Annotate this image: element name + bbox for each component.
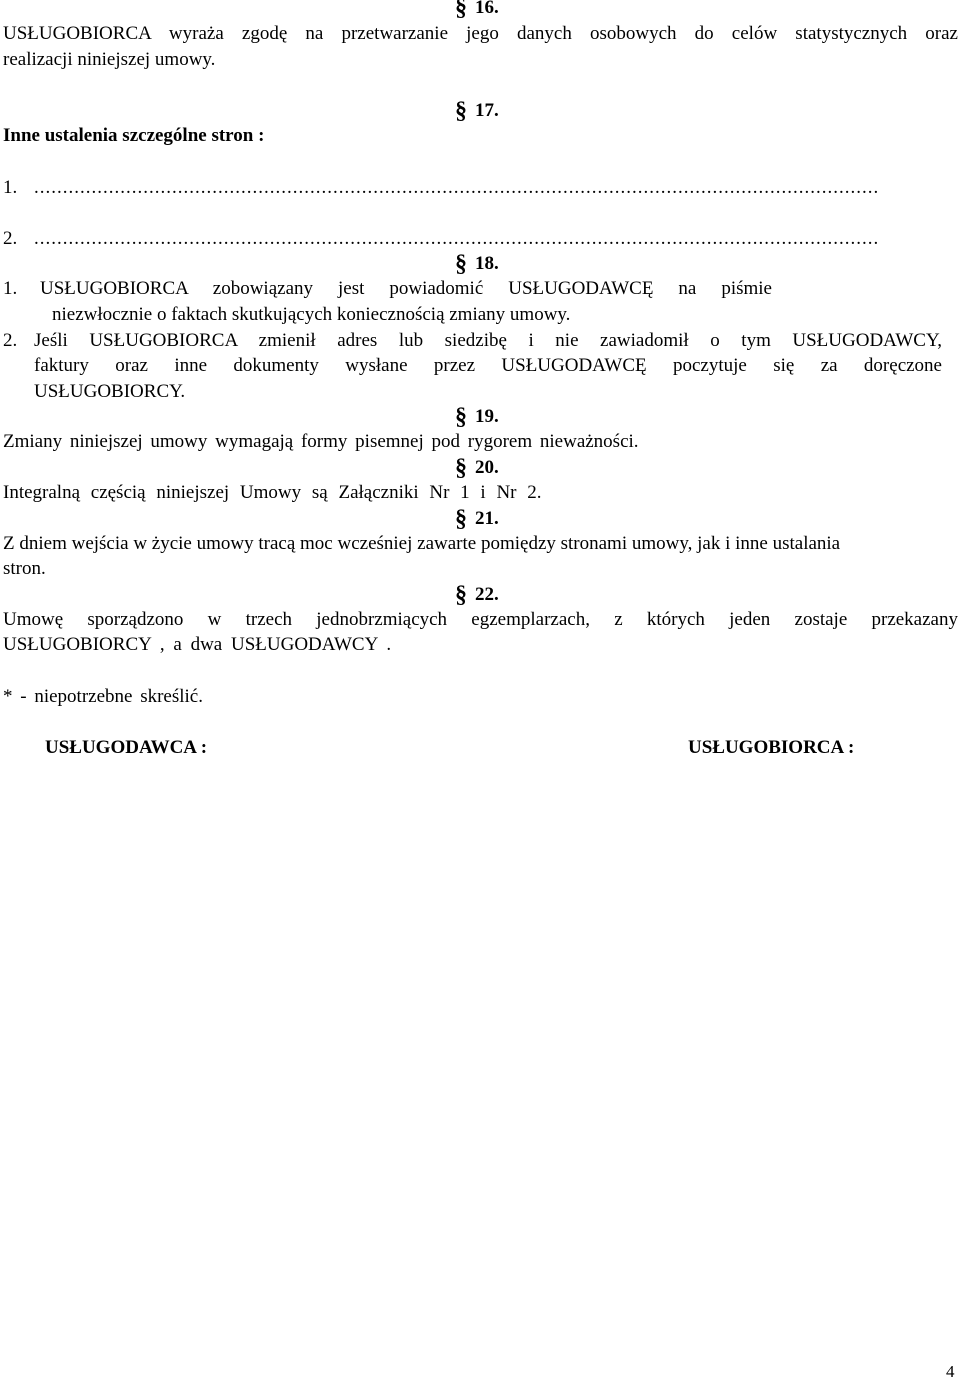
section-16-heading xyxy=(455,0,499,20)
section-number: 19. xyxy=(475,406,499,427)
section-symbol: § xyxy=(455,98,467,124)
p17-item1-dots: ................................................................................................................................................... xyxy=(34,177,880,198)
p16-line1: USŁUGOBIORCA wyraża zgodę na przetwarzanie jego danych osobowych do celów statystycznych oraz xyxy=(3,23,958,44)
section-number: 17. xyxy=(475,100,499,121)
section-18-heading xyxy=(455,252,499,276)
p22-line2: USŁUGOBIORCY , a dwa USŁUGODAWCY . xyxy=(3,634,392,655)
section-symbol: § xyxy=(455,582,467,608)
p17-item2-number: 2. xyxy=(3,228,18,249)
section-number: 16. xyxy=(475,0,499,18)
section-symbol: § xyxy=(455,506,467,532)
p18-item1-number: 1. xyxy=(3,278,18,299)
section-symbol: § xyxy=(455,251,467,277)
section-number: 22. xyxy=(475,584,499,605)
p17-item2-dots: ................................................................................................................................................... xyxy=(34,228,880,249)
section-symbol: § xyxy=(455,455,467,481)
p21-line1: Z dniem wejścia w życie umowy tracą moc wcześniej zawarte pomiędzy stronami umowy, jak i inne ustalania xyxy=(3,533,841,554)
section-number: 21. xyxy=(475,508,499,529)
p18-item1-line2: niezwłocznie o faktach skutkujących koniecznością zmiany umowy. xyxy=(52,304,571,325)
section-19-heading xyxy=(455,405,499,429)
footnote: * - niepotrzebne skreślić. xyxy=(3,686,203,707)
signature-right-label: USŁUGOBIORCA : xyxy=(688,737,855,758)
section-number: 20. xyxy=(475,457,499,478)
p18-item2-number: 2. xyxy=(3,330,18,351)
p17-item1-number: 1. xyxy=(3,177,18,198)
section-22-heading xyxy=(455,583,499,607)
section-symbol: § xyxy=(455,0,467,21)
p16-line2: realizacji niniejszej umowy. xyxy=(3,49,216,70)
p18-item2-line2: faktury oraz inne dokumenty wysłane przez USŁUGODAWCĘ poczytuje się za doręczone xyxy=(34,355,942,376)
p18-item2-line3: USŁUGOBIORCY. xyxy=(34,381,186,402)
p22-line1: Umowę sporządzono w trzech jednobrzmiących egzemplarzach, z których jeden zostaje przekazany xyxy=(3,609,958,630)
p18-item2-line1: Jeśli USŁUGOBIORCA zmienił adres lub siedzibę i nie zawiadomił o tym USŁUGODAWCY, xyxy=(34,330,942,351)
signature-left-label: USŁUGODAWCA : xyxy=(45,737,208,758)
section-number: 18. xyxy=(475,253,499,274)
page-number: 4 xyxy=(946,1362,955,1381)
section-symbol: § xyxy=(455,404,467,430)
section-20-heading xyxy=(455,456,499,480)
section-21-heading xyxy=(455,507,499,531)
p19-text: Zmiany niniejszej umowy wymagają formy pisemnej pod rygorem nieważności. xyxy=(3,431,639,452)
p18-item1-line1: USŁUGOBIORCA zobowiązany jest powiadomić USŁUGODAWCĘ na piśmie xyxy=(40,278,772,299)
p20-text: Integralną częścią niniejszej Umowy są Załączniki Nr 1 i Nr 2. xyxy=(3,482,542,503)
section-17-heading xyxy=(455,99,499,123)
p17-heading: Inne ustalenia szczególne stron : xyxy=(3,125,265,146)
p21-line2: stron. xyxy=(3,558,46,579)
